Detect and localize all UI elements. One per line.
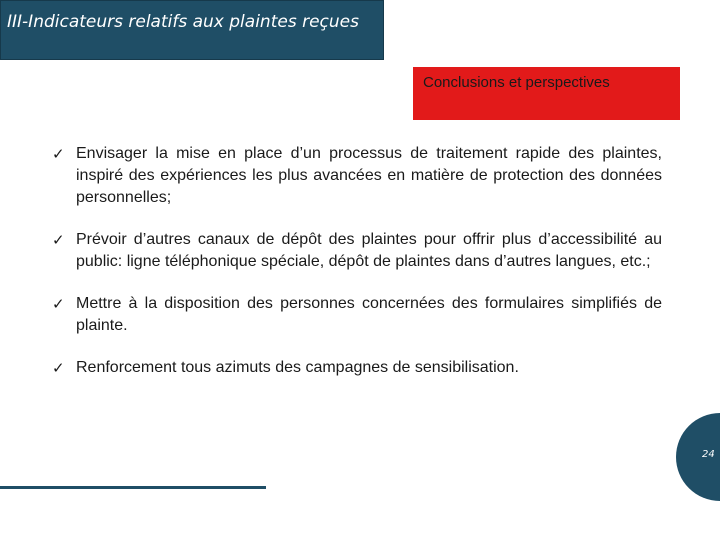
page-number-badge <box>676 413 720 501</box>
footer-divider <box>0 486 266 489</box>
slide-title-banner <box>0 0 384 60</box>
bullet-text: Prévoir d’autres canaux de dépôt des plaintes pour offrir plus d’accessibilité au public: ligne téléphonique spéciale, dépôt de plaintes dans d’autres langues, etc.; <box>76 231 662 270</box>
check-icon: ✓ <box>52 145 65 163</box>
bullet-text: Mettre à la disposition des personnes concernées des formulaires simplifiés de plainte. <box>76 295 662 334</box>
check-icon: ✓ <box>52 231 65 249</box>
check-icon: ✓ <box>52 295 65 313</box>
list-item <box>52 357 662 379</box>
bullet-list <box>52 143 662 379</box>
bullet-text: Envisager la mise en place d’un processus de traitement rapide des plaintes, inspiré des expériences les plus avancées en matière de protection des données personnelles; <box>76 145 662 206</box>
page-number: 24 <box>702 449 715 460</box>
section-label: Conclusions et perspectives <box>423 74 610 91</box>
slide-title: III-Indicateurs relatifs aux plaintes reçues <box>7 12 359 32</box>
bullet-text: Renforcement tous azimuts des campagnes de sensibilisation. <box>76 359 519 376</box>
list-item <box>52 293 662 337</box>
list-item <box>52 229 662 273</box>
check-icon: ✓ <box>52 359 65 377</box>
list-item <box>52 143 662 209</box>
section-label-box <box>413 67 680 120</box>
